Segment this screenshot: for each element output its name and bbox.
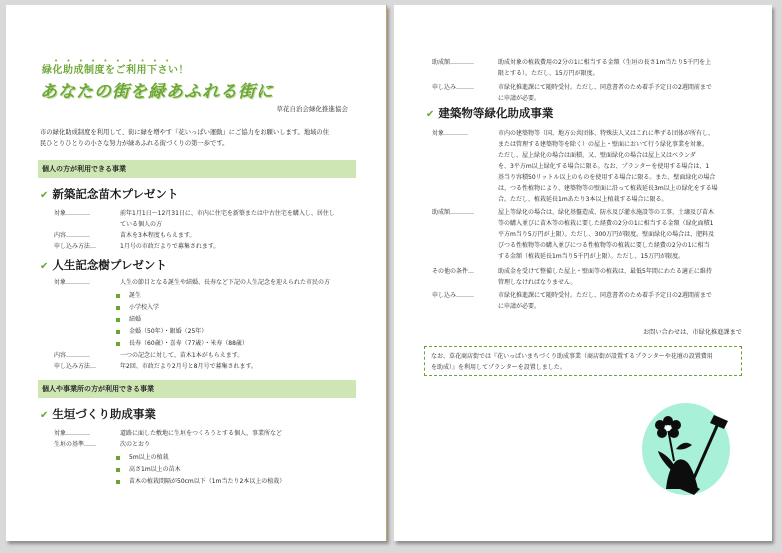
row-line: 助成対象の植栽費用の2分の1に相当する金額（生垣の長さ1m当たり5千円を上 xyxy=(498,59,712,66)
bullet-item xyxy=(116,452,169,463)
detail-row xyxy=(54,241,354,252)
bullet-item xyxy=(116,314,141,325)
bullet-text: 金婚（50年）・銀婚（25年） xyxy=(129,328,208,335)
row-line: に申請が必要。 xyxy=(498,303,541,310)
detail-row xyxy=(432,207,762,260)
document-page-2 xyxy=(394,5,772,541)
row-label: 対象………… xyxy=(54,430,91,437)
check-icon: ✔ xyxy=(426,109,435,120)
row-line: 屋上等緑化の場合は、緑化基盤造成、防水及び灌水施設等の工事、土壌及び苗木 xyxy=(498,209,715,216)
contact-line: お問い合わせは、市緑化推進課まで xyxy=(643,329,742,336)
row-line: 等の購入並びに苗木等の植栽に要した経費の2分の1に相当する金額（緑化面積1 xyxy=(498,220,714,227)
detail-row xyxy=(54,277,364,288)
note-box xyxy=(424,346,742,376)
row-line: 市内の建築物等（国、地方公共団体、特殊法人又はこれに準ずる団体が所有し、 xyxy=(498,130,715,137)
row-label: 内容………… xyxy=(54,232,91,239)
detail-row xyxy=(432,266,762,286)
row-line: は、つる性植物により、建築物等の壁面に沿って植栽延長3m以上の緑化をする場 xyxy=(498,185,718,192)
intro-line: 民ひとりひとりの小さな努力が緑あふれる街づくりの第一歩です。 xyxy=(40,140,229,147)
row-line: 合。ただし、植栽延長1mあたり3本以上植栽する場合に限る。 xyxy=(498,196,668,203)
detail-row xyxy=(54,361,354,372)
row-label: 助成額………… xyxy=(432,59,475,66)
intro-paragraph xyxy=(40,127,356,149)
row-line: びつる性植物等の購入並びにつる性植物等の植栽に要した経費の2分の1に相当 xyxy=(498,242,710,249)
check-icon: ✔ xyxy=(40,410,49,421)
row-line: に申請が必要。 xyxy=(498,95,541,102)
bullet-text: 誕生 xyxy=(129,292,142,299)
row-label: 申し込み方法… xyxy=(54,363,97,370)
detail-row xyxy=(54,439,354,450)
section-title-text: 生垣づくり助成事業 xyxy=(52,407,156,421)
section-title-building-greening xyxy=(426,105,553,121)
catch-phrase: 緑化助成制度をご利用下さい！ xyxy=(42,65,189,76)
row-line: ただし、屋上緑化の場合は面積、又、壁面緑化の場合は屋上又はベランダ xyxy=(498,152,696,159)
row-label: 申し込み方法… xyxy=(54,243,97,250)
row-line: 平方m当り5万円が上限）。ただし、300万円が限度。壁面緑化の場合は、肥料及 xyxy=(498,231,715,238)
row-label: 申し込み……… xyxy=(432,84,475,91)
intro-line: 市の緑化助成制度を利用して、街に緑を増やす『花いっぱい運動』にご協力をお願いします。地域の住 xyxy=(40,129,330,136)
row-label: 生垣の基準…… xyxy=(54,441,97,448)
detail-row xyxy=(432,128,762,203)
bullet-text: 結婚 xyxy=(129,316,142,323)
bullet-text: 長寿（60歳）・喜寿（77歳）・米寿（88歳） xyxy=(129,340,248,347)
document-page-1 xyxy=(6,5,387,541)
section-band-business: 個人や事業所の方が利用できる事業 xyxy=(38,380,356,398)
row-value: 人生の節目となる誕生や結婚、長寿など下記の人生記念を迎えられた市民の方 xyxy=(120,279,331,286)
detail-row xyxy=(432,290,762,310)
check-icon: ✔ xyxy=(40,261,49,272)
row-value xyxy=(498,207,714,262)
bullet-item xyxy=(116,290,141,301)
bullet-text: 5m以上の植栽 xyxy=(129,454,169,461)
row-line: 市緑化推進課にて随時受付。ただし、同意書者のため着手予定日の2週間前まで xyxy=(498,292,712,299)
row-label: 対象………… xyxy=(432,130,469,137)
detail-row xyxy=(54,350,354,361)
row-label: 対象………… xyxy=(54,210,91,217)
decorative-dots: • • • • • • • • • • xyxy=(54,57,173,65)
row-line: 助成金を受けて整備した屋上・壁面等の植栽は、最低5年間にわたる適正に維持 xyxy=(498,268,712,275)
bullet-text: 苗木の植栽間隔が50cm以下（1m当たり2本以上の植栽） xyxy=(129,478,286,485)
row-line: を、3平方m以上緑化する場合に限る。なお、プランターを使用する場合は、1 xyxy=(498,163,710,170)
bullet-item xyxy=(116,326,207,337)
row-value xyxy=(498,128,718,205)
organization-name: 草花自治会緑化推進協会 xyxy=(276,105,348,113)
row-value: 年2回、市政だより2月号と8月号で募集されます。 xyxy=(120,363,257,370)
flower-shovel-clipart xyxy=(638,399,734,499)
row-label: 助成額………… xyxy=(432,209,475,216)
row-value xyxy=(498,57,711,79)
row-value xyxy=(498,266,712,288)
row-label: その他の条件… xyxy=(432,268,475,275)
row-value: 一つの記念に対して、苗木1本がもらえます。 xyxy=(120,352,244,359)
section-title-new-home xyxy=(40,186,178,202)
row-line: する金額（植栽延長1m当り5千円が上限）。ただし、15万円が限度。 xyxy=(498,253,685,260)
row-value: 苗木を3本程度もらえます。 xyxy=(120,232,196,239)
detail-row xyxy=(54,230,354,241)
row-value: 1月号の市政だよりで募集されます。 xyxy=(120,243,220,250)
bullet-item xyxy=(116,464,181,475)
row-line: 限とする）。ただし、15万円が限度。 xyxy=(498,70,599,77)
note-line: を助成）』を利用してプランターを設置しました。 xyxy=(431,364,566,371)
section-title-life-tree xyxy=(40,257,167,273)
row-value xyxy=(498,82,712,104)
detail-row xyxy=(54,208,354,228)
row-value xyxy=(498,290,712,312)
detail-row xyxy=(432,57,762,77)
bullet-text: 小学校入学 xyxy=(129,304,160,311)
section-title-hedge xyxy=(40,406,156,422)
row-line: 管理しなければなりません。 xyxy=(498,279,577,286)
row-label: 内容………… xyxy=(54,352,91,359)
detail-row xyxy=(432,82,762,102)
section-title-text: 新築記念苗木プレゼント xyxy=(52,187,179,201)
bullet-item xyxy=(116,302,159,313)
row-line: 市緑化推進課にて随時受付。ただし、同意書者のため着手予定日の2週間前まで xyxy=(498,84,712,91)
row-line: または管理する建築物等を除く）の屋上・壁面において行う緑化事業を対象。 xyxy=(498,141,709,148)
row-line: 前年1月1日～12月31日に、市内に住宅を新築または中古住宅を購入し、居住し xyxy=(120,210,335,217)
section-title-text: 建築物等緑化助成事業 xyxy=(438,106,554,120)
check-icon: ✔ xyxy=(40,190,49,201)
row-value: 次のとおり xyxy=(120,441,151,448)
detail-row xyxy=(54,428,354,439)
section-band-individual: 個人の方が利用できる事業 xyxy=(38,160,356,178)
section-title-text: 人生記念樹プレゼント xyxy=(52,258,167,272)
bullet-text: 高さ1m以上の苗木 xyxy=(129,466,181,473)
bullet-item xyxy=(116,338,248,349)
row-value: 道路に面した敷地に生垣をつくろうとする個人、事業所など xyxy=(120,430,283,437)
row-line: 基当り容積50リットル以上のものを使用する場合に限る。また、壁面緑化の場合 xyxy=(498,174,716,181)
row-label: 申し込み……… xyxy=(432,292,475,299)
note-line: なお、草花商店街では『花いっぱいまちづくり助成事業（商店街が設置するプランターや花壇の設置費用 xyxy=(431,353,713,360)
row-value xyxy=(120,208,335,230)
bullet-item xyxy=(116,476,285,487)
page-title: あなたの街を緑あふれる街に xyxy=(40,82,274,102)
row-line: ている個人の方 xyxy=(120,221,163,228)
row-label: 対象………… xyxy=(54,279,91,286)
